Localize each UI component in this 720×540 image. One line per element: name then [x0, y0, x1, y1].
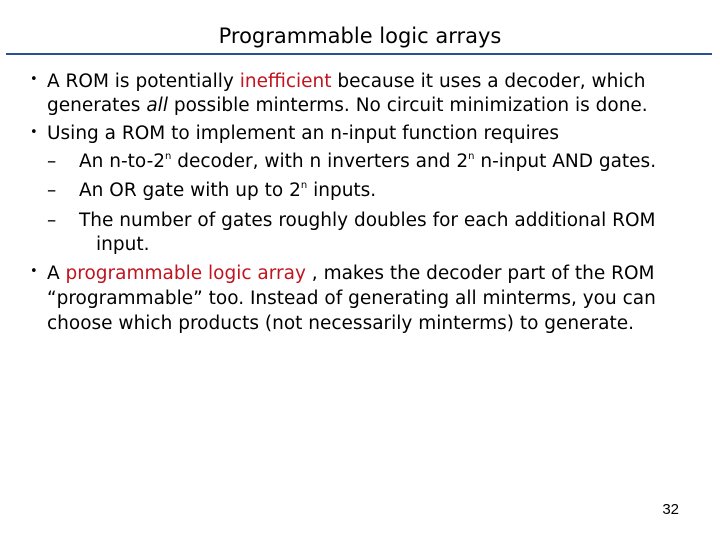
text-span: A: [47, 263, 66, 284]
text-span: , makes the decoder part of the ROM: [305, 263, 655, 284]
italic-all: all: [146, 95, 168, 116]
text-span: n-input AND gates.: [474, 151, 657, 172]
sub-dash-2: –: [47, 180, 57, 201]
text-span: because it uses a decoder, which: [331, 71, 646, 92]
highlight-inefficient: inefficient: [239, 71, 332, 92]
bullet-marker-3: •: [30, 264, 38, 279]
text-span: inputs.: [307, 180, 377, 201]
highlight-programmable-logic-array: programmable logic array: [65, 263, 306, 284]
bullet-3-line-1: [47, 262, 655, 286]
text-span: decoder, with n inverters and 2: [171, 151, 469, 172]
sub-bullet-3-line-1: The number of gates roughly doubles for each additional ROM: [79, 210, 656, 231]
sub-bullet-2: [79, 179, 376, 203]
bullet-1-line-1: [47, 70, 645, 94]
superscript: n: [468, 151, 475, 162]
text-span: generates: [47, 95, 147, 116]
text-span: An OR gate with up to 2: [79, 180, 301, 201]
bullet-3-line-2: “programmable” too. Instead of generating all minterms, you can: [47, 288, 656, 309]
bullet-marker-1: •: [30, 72, 38, 87]
bullet-1-line-2: [47, 94, 648, 118]
superscript: n: [165, 151, 172, 162]
sub-bullet-3-line-2: input.: [96, 234, 150, 255]
slide-title: Programmable logic arrays: [218, 24, 502, 48]
superscript: n: [300, 180, 308, 191]
text-span: possible minterms. No circuit minimization is done.: [167, 95, 648, 116]
sub-dash-3: –: [47, 210, 57, 231]
text-span: An n-to-2: [79, 151, 166, 172]
sub-bullet-1: [79, 150, 656, 174]
text-span: A ROM is potentially: [47, 71, 240, 92]
page-number: 32: [662, 501, 679, 518]
sub-dash-1: –: [47, 151, 57, 172]
bullet-3-line-3: choose which products (not necessarily minterms) to generate.: [47, 313, 634, 334]
title-underline: [6, 53, 712, 55]
bullet-marker-2: •: [30, 125, 38, 140]
bullet-2-line-1: Using a ROM to implement an n-input function requires: [47, 123, 559, 144]
